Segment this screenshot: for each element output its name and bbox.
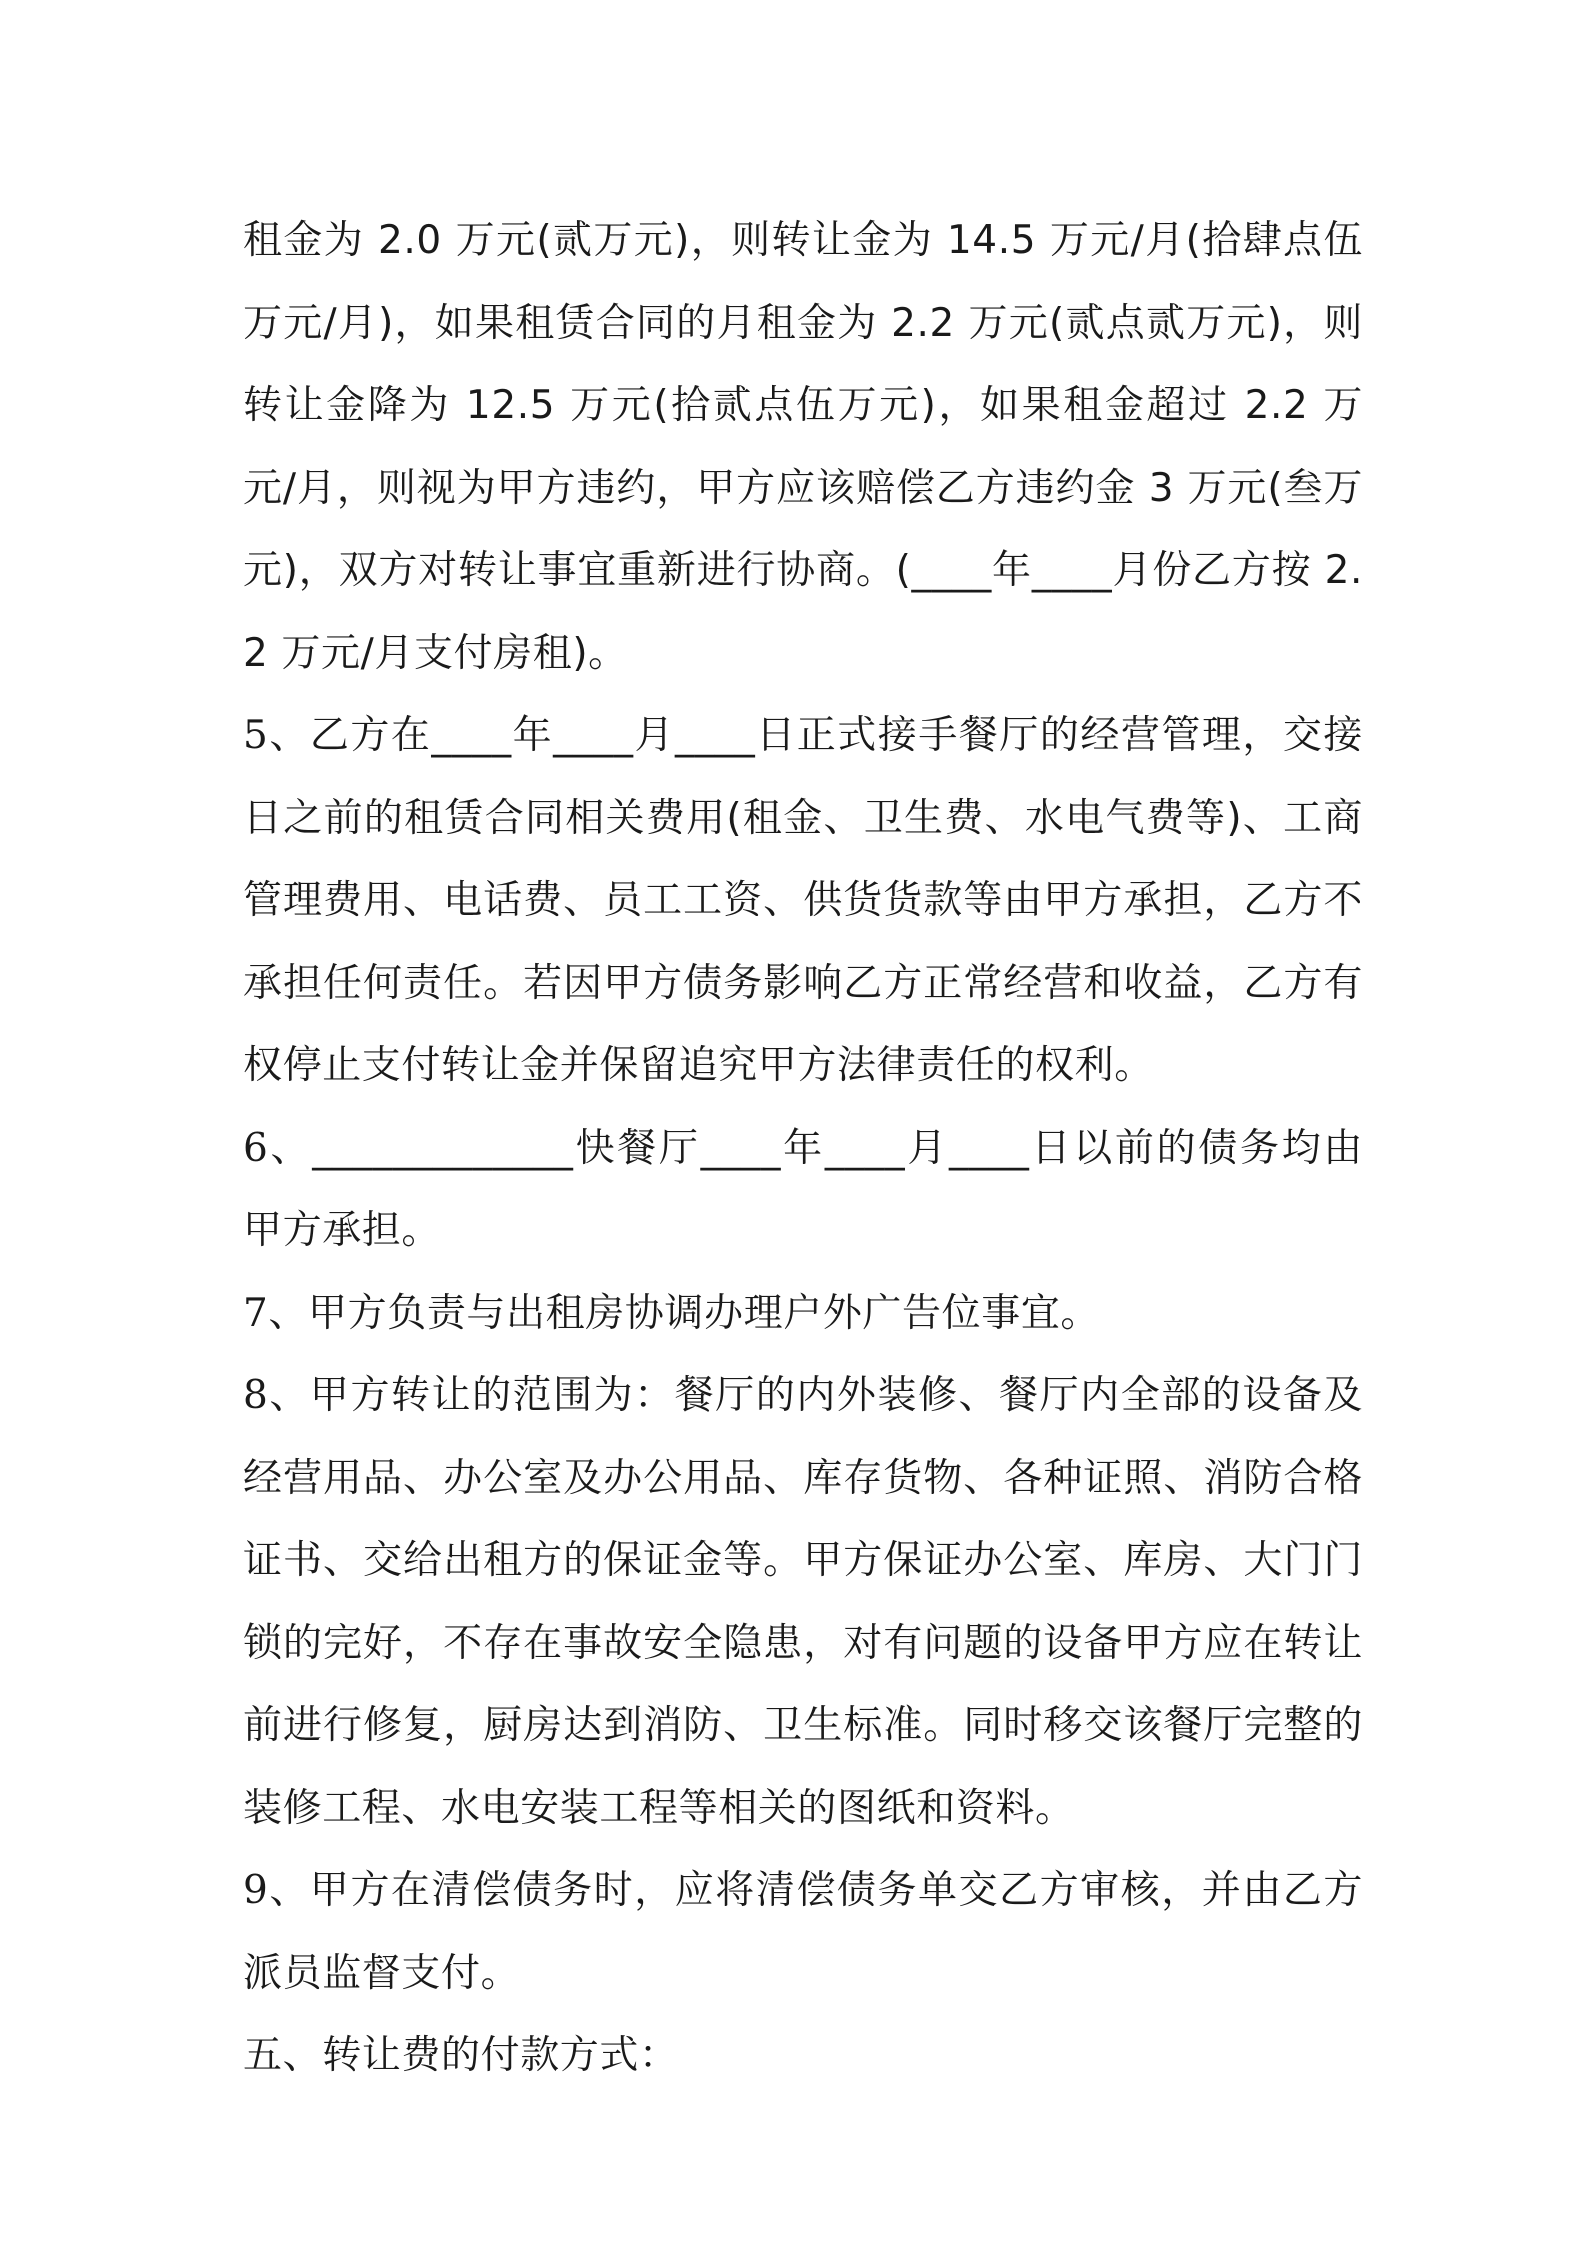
- paragraph-clause-6: [243, 1108, 1363, 1273]
- clause-number: 6、: [243, 1125, 313, 1171]
- paragraph-clause-4-continued: [243, 200, 1363, 695]
- section-title: 转让费的付款方式：: [322, 2033, 679, 2078]
- clause-number: 8、: [243, 1373, 310, 1418]
- document-body: [243, 200, 1363, 2098]
- clause-number: 7、: [243, 1290, 309, 1336]
- section-number: 五、: [243, 2033, 323, 2078]
- paragraph-text: 甲方转让的范围为：餐厅的内外装修、餐厅内全部的设备及经营用品、办公室及办公用品、库存货物、各种证照、消防合格证书、交给出租方的保证金等。甲方保证办公室、库房、大门门锁的完好，不存在事故安全隐患，对有问题的设备甲方应在转让前进行修复，厨房达到消防、卫生标准。同时移交该餐厅完整的装修工程、水电安装工程等相关的图纸和资料。: [243, 1373, 1364, 1831]
- paragraph-clause-5: [243, 695, 1363, 1108]
- paragraph-text: 乙方在____年____月____日正式接手餐厅的经营管理，交接日之前的租赁合同相关费用(租金、卫生费、水电气费等)、工商管理费用、电话费、员工工资、供货货款等由甲方承担，乙方不承担任何责任。若因甲方债务影响乙方正常经营和收益，乙方有权停止支付转让金并保留追究甲方法律责任的权利。: [243, 713, 1363, 1088]
- section-heading-payment-method: [243, 2015, 1363, 2098]
- paragraph-clause-7: [243, 1273, 1363, 1356]
- paragraph-text: 甲方负责与出租房协调办理户外广告位事宜。: [308, 1290, 1101, 1336]
- paragraph-text: _____________快餐厅____年____月____日以前的债务均由甲方承担。: [243, 1125, 1363, 1253]
- paragraph-text: 甲方在清偿债务时，应将清偿债务单交乙方审核，并由乙方派员监督支付。: [243, 1868, 1364, 1996]
- clause-number: 9、: [243, 1868, 310, 1913]
- paragraph-text: 租金为 2.0 万元(贰万元)，则转让金为 14.5 万元/月(拾肆点伍万元/月)，如果租赁合同的月租金为 2.2 万元(贰点贰万元)，则转让金降为 12.5 万元(拾贰点伍万元)，如果租金超过 2.2 万元/月，则视为甲方违约，甲方应该赔偿乙方违约金 3 万元(叁万元)，双方对转让事宜重新进行协商。(____年____月份乙方按 2.2 万元/月支付房租)。: [243, 218, 1363, 676]
- paragraph-clause-8: [243, 1355, 1363, 1850]
- paragraph-clause-9: [243, 1850, 1363, 2015]
- clause-number: 5、: [243, 713, 310, 758]
